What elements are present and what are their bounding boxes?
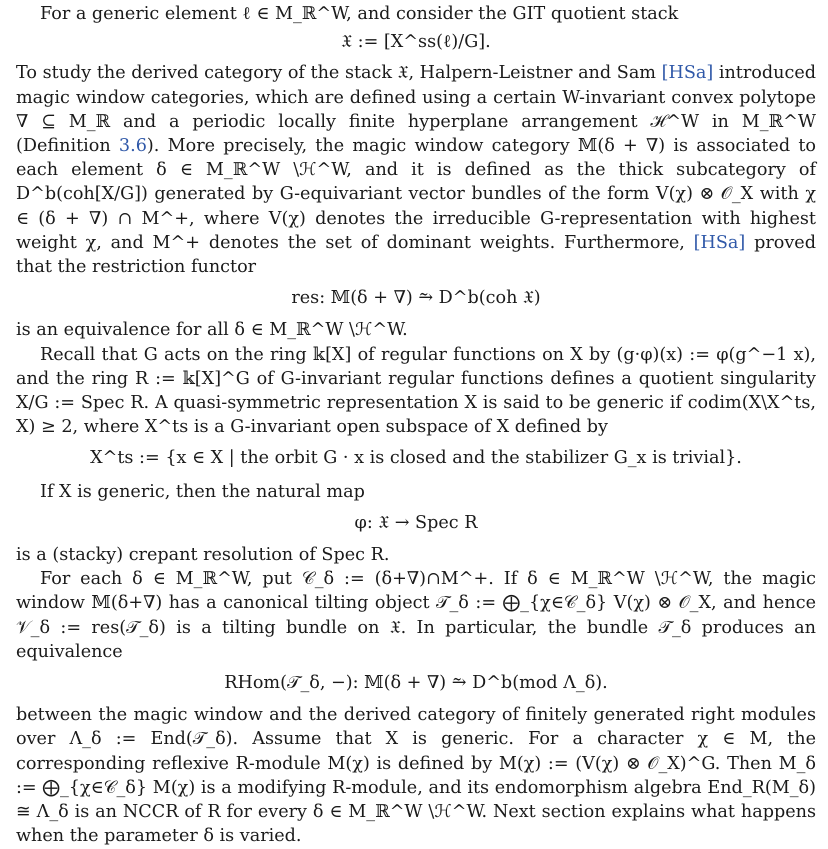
paragraph-generic-map: If X is generic, then the natural map	[40, 481, 365, 502]
definition-reference-link[interactable]: 3.6	[118, 136, 147, 157]
citation-link[interactable]: [HSa]	[693, 232, 746, 253]
paragraph-text: ). More precisely, the magic window category 𝕄(δ + ∇) is associated to each element δ ∈ M_ℝ^W \ℋ^W, and it is defined as the thick subcategory of D^b(coh[X/G]) generated by G-equivariant vector bundles of the form V(χ) ⊗ 𝒪_X with χ ∈ (δ + ∇) ∩ M^+, where V(χ) denotes the irreducible G-representation with highest weight χ, and M^+ denotes the set of dominant weights. Furthermore,	[16, 136, 816, 253]
paragraph-generic-element	[16, 0, 816, 26]
equation-git-quotient-stack: 𝔛 := [X^ss(ℓ)/G].	[341, 32, 491, 53]
paragraph-text: For a generic element ℓ ∈ M_ℝ^W, and consider the GIT quotient stack	[40, 4, 679, 24]
citation-link[interactable]: [HSa]	[661, 63, 714, 84]
paragraph-magic-window	[16, 61, 816, 279]
paragraph-tilting-object: For each δ ∈ M_ℝ^W, put 𝒞_δ := (δ+∇)∩M^+. If δ ∈ M_ℝ^W \ℋ^W, the magic window 𝕄(δ+∇) has a canonical tilting object 𝒯_δ := ⨁_{χ∈𝒞_δ} V(χ) ⊗ 𝒪_X, and hence 𝒱_δ := res(𝒯_δ) is a tilting bundle on 𝔛. In particular, the bundle 𝒯_δ produces an equivalence	[16, 569, 816, 662]
equation-rhom-equivalence: RHom(𝒯_δ, −): 𝕄(δ + ∇) ⥲ D^b(mod Λ_δ).	[224, 673, 608, 694]
equation-natural-map: φ: 𝔛 → Spec R	[354, 512, 478, 533]
paragraph-text: proved that the restriction functor	[16, 232, 816, 278]
paragraph-text: introduced magic window categories, which are defined using a certain W-invariant convex polytope ∇ ⊆ M_ℝ and a periodic locally finite hyperplane arrangement ℋ^W in M_ℝ^W (Definition	[16, 63, 816, 157]
paragraph-nccr: between the magic window and the derived category of finitely generated right modules over Λ_δ := End(𝒯_δ). Assume that X is generic. For a character χ ∈ M, the corresponding reflexive R-module M(χ) is defined by M(χ) := (V(χ) ⊗ 𝒪_X)^G. Then M_δ := ⨁_{χ∈𝒞_δ} M(χ) is a modifying R-module, and its endomorphism algebra End_R(M_δ) ≅ Λ_δ is an NCCR of R for every δ ∈ M_ℝ^W \ℋ^W. Next section explains what happens when the parameter δ is varied.	[16, 705, 816, 847]
equation-xts-definition: X^ts := {x ∈ X | the orbit G · x is closed and the stabilizer G_x is trivial}.	[90, 448, 742, 469]
paragraph-text: To study the derived category of the stack 𝔛, Halpern-Leistner and Sam	[16, 63, 662, 84]
paragraph-quotient-singularity: Recall that G acts on the ring 𝕜[X] of regular functions on X by (g·φ)(x) := φ(g^−1 x), and the ring R := 𝕜[X]^G of G-invariant regular functions defines a quotient singularity X/G := Spec R. A quasi-symmetric representation X is said to be generic if codim(X\X^ts, X) ≥ 2, where X^ts is a G-invariant open subspace of X defined by	[16, 344, 816, 438]
paper-page	[16, 0, 816, 849]
equation-restriction-functor: res: 𝕄(δ + ∇) ⥲ D^b(coh 𝔛)	[291, 288, 541, 309]
paragraph-crepant-resolution: is a (stacky) crepant resolution of Spec R.	[16, 545, 390, 566]
paragraph-equivalence: is an equivalence for all δ ∈ M_ℝ^W \ℋ^W.	[16, 320, 408, 341]
